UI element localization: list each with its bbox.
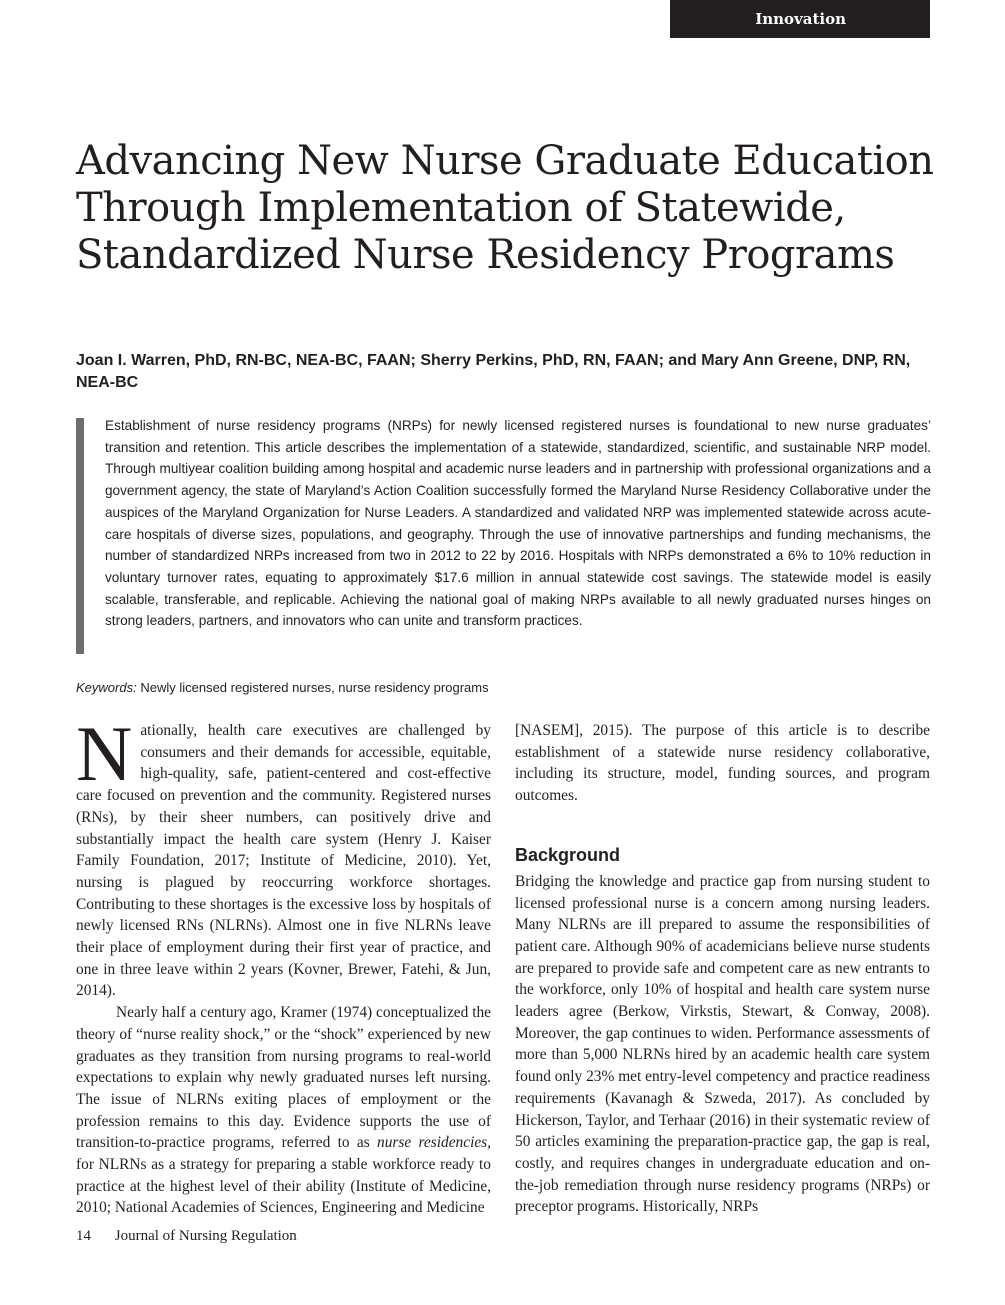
- keywords-label: Keywords:: [76, 680, 137, 695]
- section-tag: [670, 0, 930, 38]
- body-column-left: [76, 710, 492, 1219]
- body-paragraph-text: for NLRNs as a strategy for preparing a stable workforce ready to practice at the highest level of their ability (Institute of Medicine, 2010; National Academies of Sciences, Engineering and Medicine: [76, 1156, 491, 1217]
- article-authors: Joan I. Warren, PhD, RN-BC, NEA-BC, FAAN; Sherry Perkins, PhD, RN, FAAN; and Mary Ann Greene, DNP, RN, NEA-BC: [76, 352, 911, 391]
- keywords-text: Newly licensed registered nurses, nurse residency programs: [140, 680, 489, 695]
- body-paragraph: [76, 710, 491, 1002]
- section-tag-label: Innovation: [755, 10, 846, 28]
- body-paragraph: [76, 1002, 491, 1219]
- keywords: [76, 679, 936, 697]
- drop-cap: N: [76, 710, 133, 797]
- body-paragraph: [NASEM], 2015). The purpose of this article is to describe establishment of a statewide nurse residency collaborative, including its structure, model, funding sources, and program outcomes.: [515, 722, 930, 805]
- body-paragraph-text: Nearly half a century ago, Kramer (1974) conceptualized the theory of “nurse reality shock,” or the “shock” experienced by new graduates as they transition from nursing programs to real-world expectations to explain why newly graduated nurses left nursing. The issue of NLRNs exiting places of employment or the profession remains to this day. Evidence supports the use of transition-to-practice programs, referred to as: [76, 1004, 491, 1152]
- abstract-bar: [76, 418, 84, 654]
- body-column-right: [515, 720, 930, 1218]
- italic-term: nurse residencies,: [377, 1134, 492, 1152]
- body-paragraph-text: ationally, health care executives are challenged by consumers and their demands for accessible, equitable, high-quality, safe, patient-centered and cost-effective care focused on prevention and the community. Registered nurses (RNs), by their sheer numbers, can positively drive and substantially impact the health care system (Henry J. Kaiser Family Foundation, 2017; Institute of Medicine, 2010). Yet, nursing is plagued by reoccurring workforce shortages. Contributing to these shortages is the excessive loss by hospitals of newly licensed RNs (NLRNs). Almost one in five NLRNs leave their place of employment during their first year of practice, and one in three leave within 2 years (Kovner, Brewer, Fatehi, & Jun, 2014).: [76, 722, 491, 1000]
- article-abstract: Establishment of nurse residency programs (NRPs) for newly licensed registered nurses is foundational to new nurse graduates’ transition and retention. This article describes the implementation of a statewide, standardized, scientific, and sustainable NRP model. Through multiyear coalition building among hospital and academic nurse leaders and in partnership with professional organizations and a government agency, the state of Maryland’s Action Coalition successfully formed the Maryland Nurse Residency Collaborative under the auspices of the Maryland Organization for Nurse Leaders. A standardized and validated NRP was implemented statewide across acute-care hospitals of diverse sizes, populations, and geography. Through the use of innovative partnerships and funding mechanisms, the number of standardized NRPs increased from two in 2012 to 22 by 2016. Hospitals with NRPs demonstrated a 6% to 10% reduction in voluntary turnover rates, equating to approximately $17.6 million in annual statewide cost savings. The statewide model is easily scalable, transferable, and replicable. Achieving the national goal of making NRPs available to all newly graduated nurses hinges on strong leaders, partners, and innovators who can unite and transform practices.: [105, 418, 931, 629]
- journal-name: Journal of Nursing Regulation: [114, 1228, 297, 1244]
- body-paragraph: Bridging the knowledge and practice gap from nursing student to licensed professional nurse is a concern among nursing leaders. Many NLRNs are ill prepared to assume the responsibilities of patient care. Although 90% of academicians believe nurse students are prepared to provide safe and competent care as new entrants to the workforce, only 10% of hospital and health care system nurse leaders agree (Berkow, Virkstis, Stewart, & Conway, 2008). Moreover, the gap continues to widen. Performance assessments of more than 5,000 NLRNs hired by an academic health care system found only 23% met entry-level competency and practice readiness requirements (Kavanagh & Szweda, 2017). As concluded by Hickerson, Taylor, and Terhaar (2016) in their systematic review of 50 articles examining the preparation-practice gap, the gap is real, costly, and requires changes in undergraduate education and on-the-job remediation through nurse residency programs (NRPs) or preceptor programs. Historically, NRPs: [515, 872, 930, 1216]
- page-footer: [76, 1228, 297, 1245]
- article-title: Advancing New Nurse Graduate Education Through Implementation of Statewide, Standardized Nurse Residency Programs: [76, 138, 934, 278]
- section-heading-background: Background: [515, 844, 621, 865]
- page-number: 14: [76, 1228, 91, 1244]
